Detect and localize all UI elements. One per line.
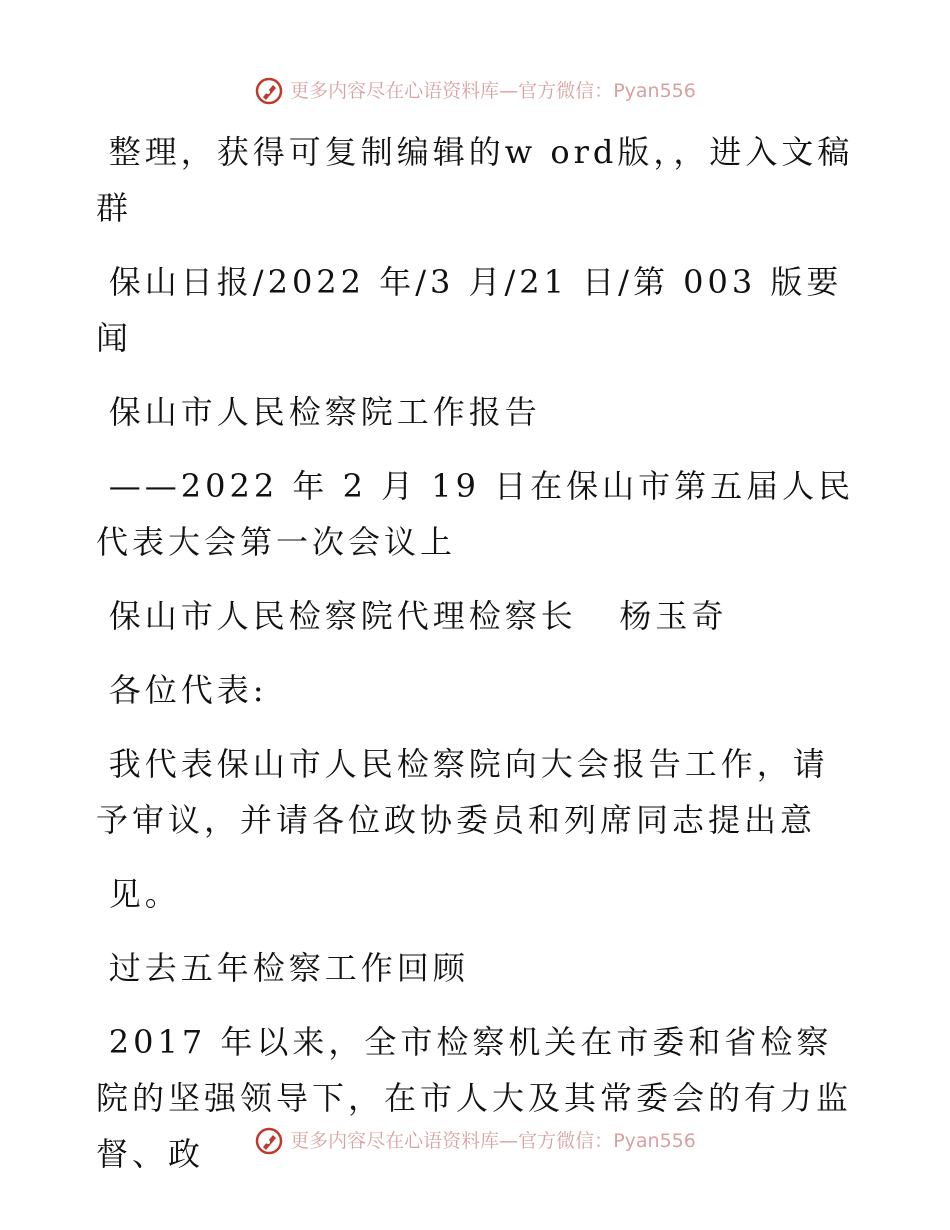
pen-logo-icon [254, 1126, 284, 1156]
banner-dash: — [499, 80, 519, 102]
paragraph-5: 保山市人民检察院代理检察长 杨玉奇 [108, 597, 728, 635]
document-body [96, 124, 856, 1200]
paragraph-7: 我代表保山市人民检察院向大会报告工作，请予审议，并请各位政协委员和列席同志提出意 [96, 745, 829, 839]
paragraph-1: 整理，获得可复制编辑的w ord版，，进入文稿群 [96, 133, 854, 227]
paragraph-6: 各位代表: [108, 671, 268, 709]
banner-site-text: 更多内容尽在心语资料库 [290, 1130, 500, 1152]
header-banner [0, 76, 950, 106]
paragraph-10: 2017 年以来，全市检察机关在市委和省检察院的坚强领导下，在市人大及其常委会的有力监督、政 [96, 1023, 853, 1173]
paragraph-8: 见。 [108, 875, 181, 913]
banner-dash: — [499, 1130, 519, 1152]
banner-text [290, 79, 696, 103]
banner-wechat-id: Pyan556 [613, 80, 696, 102]
pen-logo-icon [254, 76, 284, 106]
banner-site-text: 更多内容尽在心语资料库 [290, 80, 500, 102]
banner-wechat-id: Pyan556 [613, 1130, 696, 1152]
paragraph-4: ——2022 年 2 月 19 日在保山市第五届人民代表大会第一次会议上 [96, 467, 855, 561]
footer-banner [0, 1126, 950, 1156]
paragraph-3: 保山市人民检察院工作报告 [108, 393, 541, 431]
paragraph-9: 过去五年检察工作回顾 [108, 949, 469, 987]
banner-wechat-label: 官方微信： [518, 80, 614, 102]
banner-text [290, 1129, 696, 1153]
banner-wechat-label: 官方微信： [518, 1130, 614, 1152]
paragraph-2: 保山日报/2022 年/3 月/21 日/第 003 版要闻 [96, 263, 843, 357]
